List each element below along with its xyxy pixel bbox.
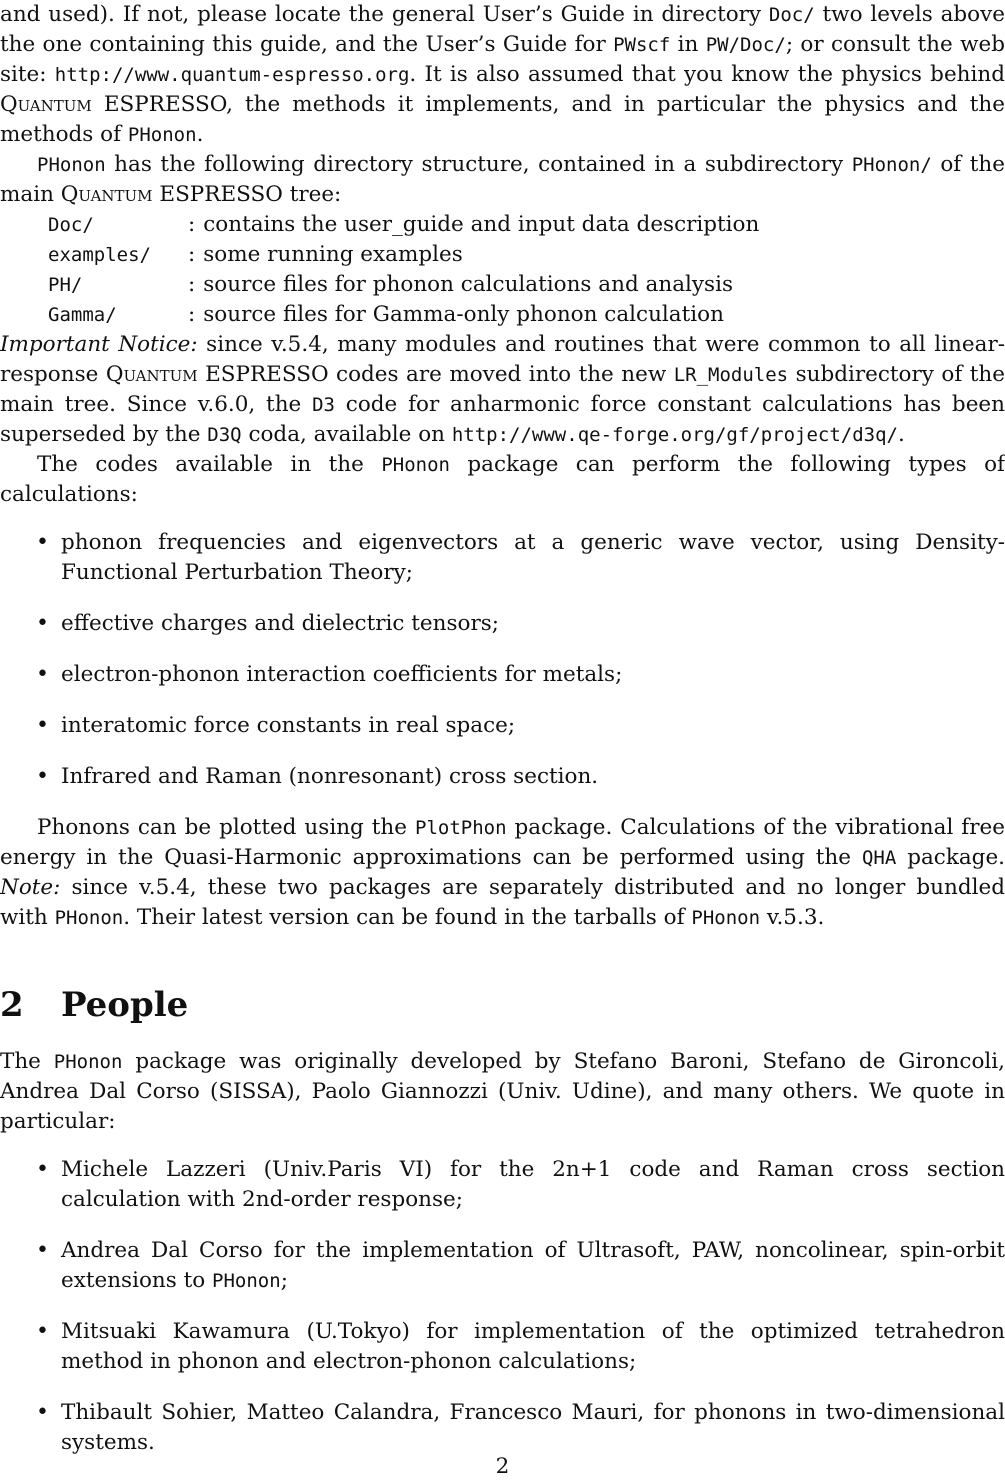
text-run: and used). If not, please locate the general User’s Guide in directory: [0, 2, 769, 27]
list-item: • Infrared and Raman (nonresonant) cross section.: [0, 762, 1005, 792]
text-run: package.: [896, 845, 1005, 870]
text-run: coda, available on: [241, 422, 452, 447]
dir-name: Gamma/: [48, 304, 117, 326]
list-item: [0, 1155, 1005, 1215]
note-label: Note:: [0, 875, 61, 900]
text-run: tree:: [282, 182, 342, 207]
dir-description: contains the user_guide and input data description: [203, 212, 760, 237]
code-phonon: PHonon: [37, 154, 106, 176]
text-run: . Their latest version can be found in the tarballs of: [123, 905, 692, 930]
code-phonon: PHonon: [53, 1051, 123, 1073]
quantum-smallcaps: Quantum: [60, 182, 153, 207]
intro-paragraph-4: [0, 813, 1005, 933]
quantum-smallcaps: Quantum: [105, 362, 198, 387]
text-run: has the following directory structure, contained in a subdirectory: [105, 152, 852, 177]
text-run: .: [897, 422, 905, 447]
dir-separator: :: [188, 212, 196, 237]
dir-name: examples/: [48, 244, 151, 266]
d3q-link[interactable]: http://www.qe-forge.org/gf/project/d3q/: [451, 424, 898, 446]
text-run: since v.5.4, many modules and routines that were common to all linear-response: [0, 332, 1005, 387]
text-run: ; or consult the web site:: [0, 32, 1005, 87]
page-number: 2: [495, 1454, 510, 1479]
text-run: subdirectory of the main tree. Since v.6.0, the: [0, 362, 1005, 417]
code-qha: QHA: [861, 847, 897, 869]
espresso-text: ESPRESSO: [91, 92, 227, 117]
dir-name: PH/: [48, 274, 83, 296]
dir-description: source files for phonon calculations and analysis: [203, 272, 734, 297]
code-phonon: PHonon: [54, 907, 124, 929]
text-run: codes are moved into the new: [328, 362, 674, 387]
people-paragraph: [0, 1047, 1005, 1137]
qe-website-link[interactable]: http://www.quantum-espresso.org: [54, 64, 410, 86]
text-run: Thibault Sohier, Matteo Calandra, Francesco Mauri, for phonons in two-dimensional systems.: [61, 1400, 1005, 1455]
contributors-list: [0, 1155, 1005, 1458]
list-item: • electron-phonon interaction coefficients for metals;: [0, 660, 1005, 690]
list-item: • effective charges and dielectric tensors;: [0, 609, 1005, 639]
code-d3: D3: [312, 394, 335, 416]
list-item: [0, 1317, 1005, 1377]
code-phonon: PHonon: [381, 454, 450, 476]
dir-name: Doc/: [48, 214, 94, 236]
dir-separator: :: [188, 242, 196, 267]
text-run: since v.5.4, these two packages are separately distributed and no longer bundled with: [0, 875, 1005, 930]
dir-row: [48, 240, 759, 270]
text-run: two levels above the one containing this guide, and the User’s Guide for: [0, 2, 1005, 57]
list-item: • phonon frequencies and eigenvectors at a generic wave vector, using Density-Functional Perturbation Theory;: [0, 528, 1005, 588]
espresso-text: ESPRESSO: [152, 182, 283, 207]
text-run: ;: [280, 1268, 288, 1293]
code-phonon: PHonon: [127, 124, 197, 146]
text-run: in: [670, 32, 706, 57]
dir-description: some running examples: [203, 242, 463, 267]
section-title: People: [61, 985, 189, 1025]
code-phonon: PHonon: [691, 907, 761, 929]
code-lr-modules: LR_Modules: [673, 364, 789, 386]
dir-row: [48, 270, 759, 300]
text-run: package was originally developed by Stefano Baroni, Stefano de Gironcoli, Andrea Dal Corso (SISSA), Paolo Giannozzi (Univ. Udine), and many others. We quote in particular:: [0, 1049, 1005, 1134]
calculation-types-list: [0, 528, 1005, 792]
code-plotphon: PlotPhon: [415, 817, 507, 839]
text-run: , the methods it implements, and in particular the physics and the methods of: [0, 92, 1005, 147]
text-run: of the main: [0, 152, 1005, 207]
text-run: package can perform the following types of calculations:: [0, 452, 1005, 507]
intro-paragraph-3: [0, 450, 1005, 510]
dir-separator: :: [188, 272, 196, 297]
intro-paragraph-1: [0, 0, 1005, 150]
section-number: 2: [0, 985, 24, 1025]
code-d3q: D3Q: [207, 424, 242, 446]
text-run: The codes available in the: [37, 452, 382, 477]
text-run: Andrea Dal Corso for the implementation of Ultrasoft, PAW, noncolinear, spin-orbit extensions to: [61, 1238, 1005, 1293]
section-heading-people: [0, 985, 1005, 1025]
text-run: v.5.3.: [760, 905, 825, 930]
directory-structure-table: [48, 210, 759, 330]
notice-label: Important Notice:: [0, 332, 198, 357]
list-item: [0, 1236, 1005, 1296]
code-pw-doc: PW/Doc/: [705, 34, 786, 56]
code-pwscf: PWscf: [613, 34, 671, 56]
important-notice-paragraph: [0, 330, 1005, 450]
dir-separator: :: [188, 302, 196, 327]
text-run: The: [0, 1049, 54, 1074]
text-run: . It is also assumed that you know the physics behind: [409, 62, 1005, 87]
text-run: Phonons can be plotted using the: [37, 815, 415, 840]
dir-row: [48, 210, 759, 240]
quantum-smallcaps: Quantum: [0, 92, 92, 117]
dir-description: source files for Gamma-only phonon calculation: [203, 302, 724, 327]
text-run: Michele Lazzeri (Univ.Paris VI) for the 2n+1 code and Raman cross section calculation with 2nd-order response;: [61, 1157, 1005, 1212]
code-phonon-dir: PHonon/: [851, 154, 932, 176]
text-run: package. Calculations of the vibrational free energy in the Quasi-Harmonic approximations can be performed using the: [0, 815, 1005, 870]
code-phonon: PHonon: [212, 1270, 281, 1292]
espresso-text: ESPRESSO: [197, 362, 329, 387]
list-item: • interatomic force constants in real space;: [0, 711, 1005, 741]
code-doc-dir: Doc/: [768, 4, 815, 26]
intro-paragraph-2: [0, 150, 1005, 210]
text-run: .: [196, 122, 204, 147]
text-run: Mitsuaki Kawamura (U.Tokyo) for implementation of the optimized tetrahedron method in phonon and electron-phonon calculations;: [61, 1319, 1005, 1374]
text-run: code for anharmonic force constant calculations has been superseded by the: [0, 392, 1005, 447]
list-item: [0, 1398, 1005, 1458]
dir-row: [48, 300, 759, 330]
